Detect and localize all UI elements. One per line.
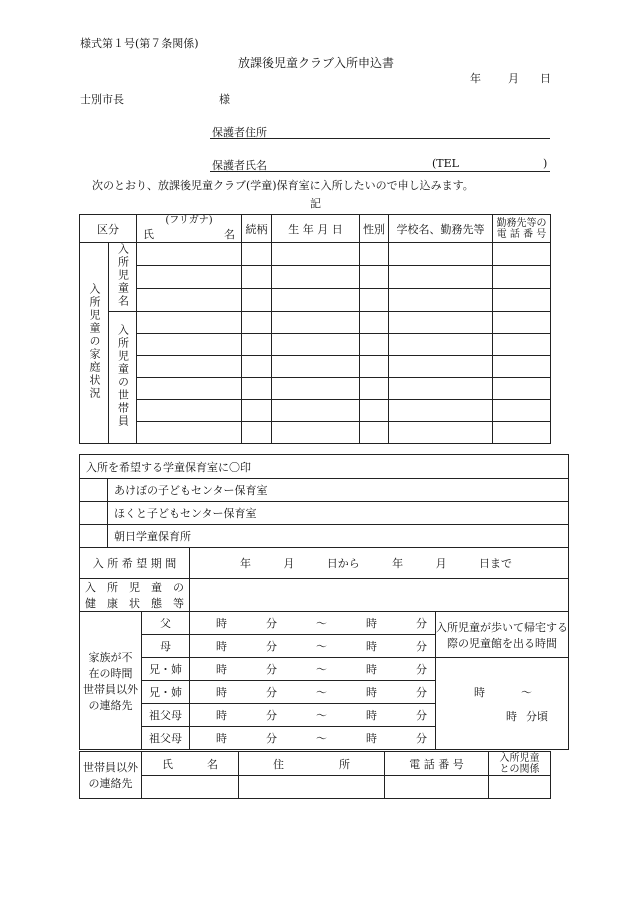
cell[interactable]: [493, 422, 551, 444]
cell[interactable]: [493, 378, 551, 400]
guardian-address-label: 保護者住所: [212, 126, 267, 139]
family-group-label: 入所児童の家庭状況: [80, 243, 109, 444]
cell[interactable]: [242, 243, 272, 266]
contact-table: [79, 751, 551, 799]
cell[interactable]: [360, 243, 389, 266]
facility-mark-2[interactable]: [80, 502, 108, 525]
guardian-address-field[interactable]: [210, 138, 550, 139]
cell[interactable]: [360, 334, 389, 356]
cell[interactable]: [242, 356, 272, 378]
absence-row-sibling: 兄・姉: [142, 658, 190, 681]
absence-time[interactable]: 時 分 〜 時 分: [190, 727, 436, 750]
cell[interactable]: [360, 289, 389, 312]
cell[interactable]: [360, 400, 389, 422]
leave-time[interactable]: 時 〜 時 分頃: [436, 658, 569, 750]
cell[interactable]: [137, 400, 242, 422]
cell[interactable]: [137, 378, 242, 400]
form-number: 様式第１号(第７条関係): [80, 37, 199, 50]
cell[interactable]: [137, 356, 242, 378]
ki-label: 記: [310, 197, 321, 210]
date-month-label: 月: [508, 72, 519, 85]
family-table: [79, 214, 551, 444]
header-birthdate: 生 年 月 日: [272, 215, 360, 243]
tel-label: (TEL: [432, 157, 459, 170]
absence-time[interactable]: 時 分 〜 時 分: [190, 681, 436, 704]
contact-phone-field[interactable]: [385, 776, 489, 799]
walk-note: 入所児童が歩いて帰宅する 際の児童館を出る時間: [436, 612, 569, 658]
cell[interactable]: [493, 356, 551, 378]
cell[interactable]: [242, 312, 272, 334]
guardian-name-field[interactable]: [210, 171, 550, 172]
contact-header-address: 住 所: [239, 752, 385, 776]
header-phone: 勤務先等の 電 話 番 号: [493, 215, 551, 243]
cell[interactable]: [242, 334, 272, 356]
cell[interactable]: [272, 356, 360, 378]
cell[interactable]: [137, 266, 242, 289]
addressee: 士別市長: [80, 93, 124, 106]
period-label: 入 所 希 望 期 間: [80, 548, 190, 579]
absence-row-mother: 母: [142, 635, 190, 658]
cell[interactable]: [360, 422, 389, 444]
facility-mark-3[interactable]: [80, 525, 108, 548]
cell[interactable]: [272, 289, 360, 312]
header-name: (フリガナ) 氏 名: [137, 215, 242, 243]
cell[interactable]: [272, 266, 360, 289]
child-names-label: 入所児童名: [109, 243, 137, 312]
cell[interactable]: [360, 378, 389, 400]
absence-label: 家族が不 在の時間 世帯員以外 の連絡先: [80, 612, 142, 750]
facility-header: 入所を希望する学童保育室に〇印: [80, 455, 569, 479]
cell[interactable]: [272, 422, 360, 444]
header-relation: 続柄: [242, 215, 272, 243]
cell[interactable]: [493, 266, 551, 289]
contact-label: 世帯員以外 の連絡先: [80, 752, 142, 799]
contact-relation-field[interactable]: [489, 776, 551, 799]
tel-close: ): [543, 157, 548, 170]
cell[interactable]: [242, 400, 272, 422]
cell[interactable]: [389, 289, 493, 312]
contact-header-phone: 電 話 番 号: [385, 752, 489, 776]
header-school: 学校名、勤務先等: [389, 215, 493, 243]
absence-row-grandparent: 祖父母: [142, 704, 190, 727]
cell[interactable]: [360, 266, 389, 289]
facility-mark-1[interactable]: [80, 479, 108, 502]
cell[interactable]: [272, 312, 360, 334]
header-sex: 性別: [360, 215, 389, 243]
health-field[interactable]: [190, 579, 569, 612]
date-day-label: 日: [540, 72, 551, 85]
facility-option-3: 朝日学童保育所: [108, 525, 569, 548]
cell[interactable]: [493, 289, 551, 312]
cell[interactable]: [242, 266, 272, 289]
contact-address-field[interactable]: [239, 776, 385, 799]
cell[interactable]: [389, 378, 493, 400]
contact-header-relation: 入所児童 との関係: [489, 752, 551, 776]
cell[interactable]: [272, 400, 360, 422]
cell[interactable]: [360, 312, 389, 334]
cell[interactable]: [389, 400, 493, 422]
cell[interactable]: [389, 422, 493, 444]
guardian-name-label: 保護者氏名: [212, 159, 267, 172]
cell[interactable]: [137, 334, 242, 356]
cell[interactable]: [493, 400, 551, 422]
cell[interactable]: [493, 312, 551, 334]
absence-time[interactable]: 時 分 〜 時 分: [190, 635, 436, 658]
cell[interactable]: [360, 356, 389, 378]
absence-row-sibling: 兄・姉: [142, 681, 190, 704]
form-title: 放課後児童クラブ入所申込書: [238, 56, 395, 70]
intro-text: 次のとおり、放課後児童クラブ(学童)保育室に入所したいので申し込みます。: [92, 179, 474, 192]
facility-option-2: ほくと子どもセンター保育室: [108, 502, 569, 525]
header-kubun: 区分: [80, 215, 137, 243]
cell[interactable]: [137, 243, 242, 266]
cell[interactable]: [389, 334, 493, 356]
cell[interactable]: [389, 312, 493, 334]
cell[interactable]: [272, 334, 360, 356]
absence-row-grandparent: 祖父母: [142, 727, 190, 750]
cell[interactable]: [242, 422, 272, 444]
cell[interactable]: [389, 243, 493, 266]
period-field[interactable]: 年 月 日から 年 月 日まで: [190, 548, 569, 579]
cell[interactable]: [137, 312, 242, 334]
cell[interactable]: [389, 356, 493, 378]
cell[interactable]: [272, 378, 360, 400]
facility-table: [79, 454, 569, 750]
absence-row-father: 父: [142, 612, 190, 635]
honorific: 様: [219, 93, 230, 106]
absence-time[interactable]: 時 分 〜 時 分: [190, 704, 436, 727]
cell[interactable]: [272, 243, 360, 266]
absence-time[interactable]: 時 分 〜 時 分: [190, 658, 436, 681]
absence-time[interactable]: 時 分 〜 時 分: [190, 612, 436, 635]
facility-option-1: あけぼの子どもセンター保育室: [108, 479, 569, 502]
date-year-label: 年: [470, 72, 481, 85]
cell[interactable]: [493, 243, 551, 266]
health-label: 入 所 児 童 の 健 康 状 態 等: [80, 579, 190, 612]
cell[interactable]: [242, 378, 272, 400]
cell[interactable]: [493, 334, 551, 356]
contact-header-name: 氏 名: [142, 752, 239, 776]
cell[interactable]: [389, 266, 493, 289]
cell[interactable]: [137, 422, 242, 444]
cell[interactable]: [137, 289, 242, 312]
household-members-label: 入所児童の世帯員: [109, 312, 137, 444]
cell[interactable]: [242, 289, 272, 312]
contact-name-field[interactable]: [142, 776, 239, 799]
